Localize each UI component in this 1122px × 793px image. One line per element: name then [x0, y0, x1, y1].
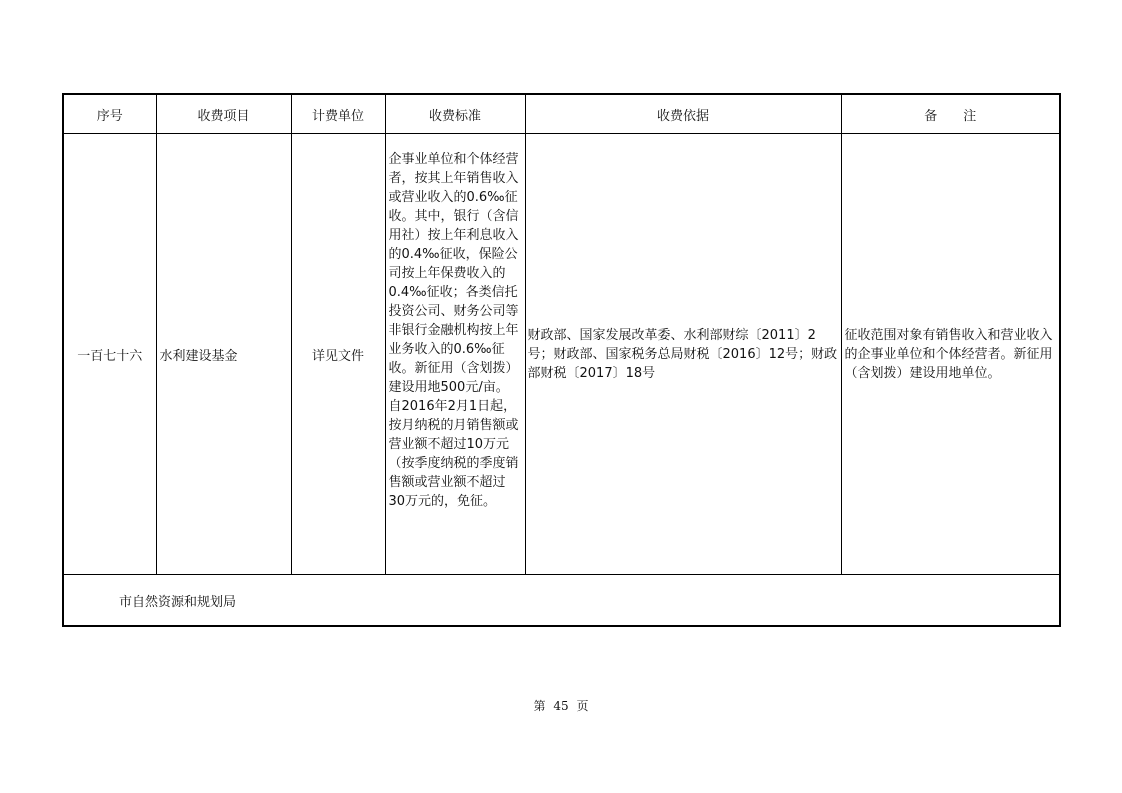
department-label: 市自然资源和规划局	[63, 575, 1060, 627]
department-row	[63, 575, 1060, 627]
header-standard: 收费标准	[385, 94, 525, 134]
header-basis: 收费依据	[525, 94, 841, 134]
page-number-suffix: 页	[576, 699, 589, 713]
cell-unit: 详见文件	[291, 134, 385, 575]
header-serial: 序号	[63, 94, 156, 134]
header-remark-part2: 注	[963, 108, 977, 124]
header-unit: 计费单位	[291, 94, 385, 134]
cell-item: 水利建设基金	[156, 134, 291, 575]
page-number-prefix: 第	[533, 699, 546, 713]
table-header-row	[63, 94, 1060, 134]
cell-standard: 企事业单位和个体经营者，按其上年销售收入或营业收入的0.6‰征收。其中，银行（含信用社）按上年利息收入的0.4‰征收，保险公司按上年保费收入的0.4‰征收；各类信托投资公司、财务公司等非银行金融机构按上年业务收入的0.6‰征收。新征用（含划拨）建设用地500元/亩。自2016年2月1日起，按月纳税的月销售额或营业额不超过10万元（按季度纳税的季度销售额或营业额不超过30万元的，免征。	[385, 134, 525, 575]
cell-basis: 财政部、国家发展改革委、水利部财综〔2011〕2号；财政部、国家税务总局财税〔2016〕12号；财政部财税〔2017〕18号	[525, 134, 841, 575]
fee-table	[62, 93, 1061, 627]
table-row	[63, 134, 1060, 575]
page-number-footer	[0, 697, 1122, 714]
cell-serial: 一百七十六	[63, 134, 156, 575]
header-remark	[841, 94, 1060, 134]
header-item: 收费项目	[156, 94, 291, 134]
cell-remark: 征收范围对象有销售收入和营业收入的企事业单位和个体经营者。新征用（含划拨）建设用地单位。	[841, 134, 1060, 575]
header-remark-part1: 备	[924, 108, 938, 124]
page-number: 45	[553, 699, 569, 713]
